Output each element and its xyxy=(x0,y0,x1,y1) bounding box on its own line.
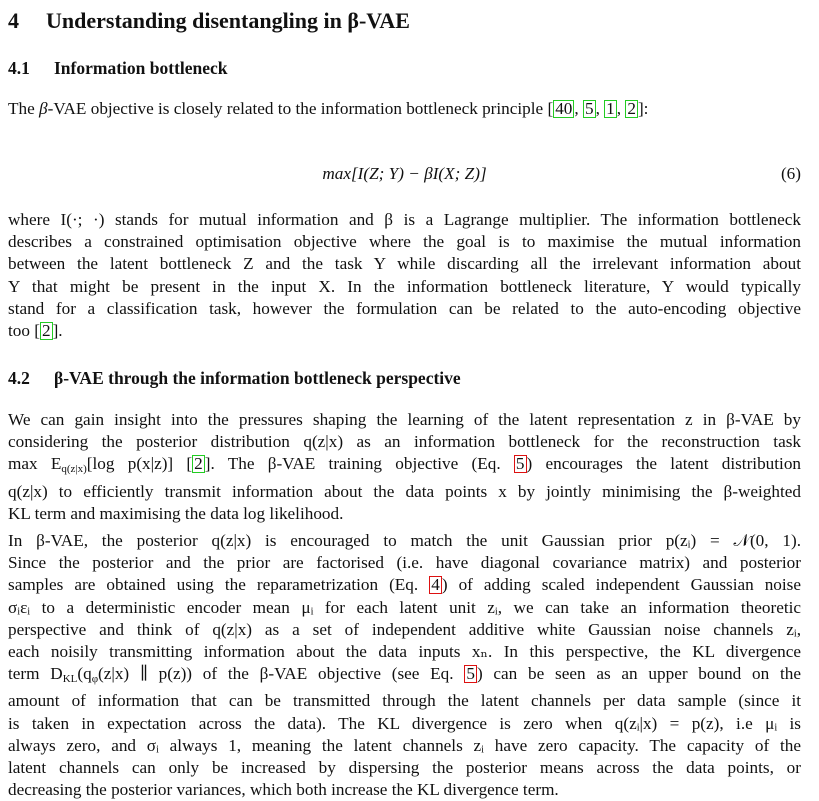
text-run: too [ xyxy=(8,321,40,341)
citation-link[interactable]: 5 xyxy=(584,99,594,118)
text-line: Since the posterior and the prior are factorised (i.e. have diagonal covariance matrix) and posterior xyxy=(8,553,801,573)
text-line xyxy=(8,320,801,342)
text-run: (z|x) ∥ p(z)) of the β-VAE objective (see Eq. xyxy=(98,664,465,684)
text-run: (q xyxy=(77,664,92,684)
paragraph-beta-vae xyxy=(8,409,801,525)
citation-link[interactable]: 2 xyxy=(194,454,203,474)
text-line xyxy=(8,453,801,480)
paragraph-capacity xyxy=(8,530,801,801)
text-run: samples are obtained using the reparametrization (Eq. xyxy=(8,575,430,595)
citation-link[interactable]: 1 xyxy=(606,99,615,118)
text-line: each noisily transmitting information about the data inputs xₙ. In this perspective, the KL divergence xyxy=(8,642,801,662)
section-heading xyxy=(8,8,410,34)
text-line: We can gain insight into the pressures shaping the learning of the latent representation z in β-VAE by xyxy=(8,410,801,429)
section-title: Understanding disentangling in β-VAE xyxy=(46,8,410,33)
text-run: ]. xyxy=(52,321,63,341)
text-run: term D xyxy=(8,664,63,684)
subsection-number: 4.1 xyxy=(8,58,30,78)
text-line: In β-VAE, the posterior q(z|x) is encouraged to match the unit Gaussian prior p(zᵢ) = 𝒩(0, 1). xyxy=(8,531,801,550)
text-line: between the latent bottleneck Z and the task Y while discarding all the irrelevant information about xyxy=(8,254,801,274)
subsection-heading-4-2 xyxy=(8,368,461,389)
text-run: ) encourages the latent distribution xyxy=(526,454,802,474)
subsection-title: β-VAE through the information bottleneck perspective xyxy=(54,368,461,388)
equation-6 xyxy=(8,164,801,190)
citation-link[interactable]: 2 xyxy=(41,321,51,341)
math-subscript: q(z|x) xyxy=(61,463,87,476)
paragraph-bottleneck xyxy=(8,209,801,342)
text-run: ) can be seen as an upper bound on the xyxy=(476,664,801,684)
text-line: decreasing the posterior variances, which both increase the KL divergence term. xyxy=(8,780,559,800)
text-line: KL term and maximising the data log likelihood. xyxy=(8,503,344,523)
text-run: , xyxy=(595,99,605,118)
text-line: perspective and think of q(z|x) as a set of independent additive white Gaussian noise channels zᵢ, xyxy=(8,619,801,639)
text-line xyxy=(8,98,801,120)
text-line: where I(·; ·) stands for mutual information and β is a Lagrange multiplier. The information bottleneck xyxy=(8,210,801,229)
math-subscript: KL xyxy=(62,673,78,686)
text-run: , xyxy=(574,99,583,118)
text-run: ) of adding scaled independent Gaussian noise xyxy=(441,575,801,595)
text-run: The xyxy=(8,99,40,118)
text-line: σᵢεᵢ to a deterministic encoder mean μᵢ for each latent unit zᵢ, we can take an information theoretic xyxy=(8,597,801,617)
text-line: is taken in expectation across the data). The KL divergence is zero when q(zᵢ|x) = p(z), i.e μᵢ is xyxy=(8,713,801,733)
text-run: ]. The β-VAE training objective (Eq. xyxy=(204,454,514,474)
paragraph-intro xyxy=(8,98,801,120)
citation-link[interactable]: 40 xyxy=(555,99,573,118)
math-beta: β xyxy=(39,99,48,118)
text-line: q(z|x) to efficiently transmit information about the data points x by jointly minimising the β-weighted xyxy=(8,481,801,501)
subsection-number: 4.2 xyxy=(8,368,30,388)
equation-reference-link[interactable]: 5 xyxy=(515,454,525,474)
text-line xyxy=(8,574,801,596)
text-run: [log p(x|z)] [ xyxy=(86,454,193,474)
subsection-title: Information bottleneck xyxy=(54,58,228,78)
text-run: max E xyxy=(8,454,62,474)
equation-body: max[I(Z; Y) − βI(X; Z)] xyxy=(322,164,487,183)
text-line: amount of information that can be transmitted through the latent channels per data sample (since it xyxy=(8,691,801,711)
text-line: describes a constrained optimisation objective where the goal is to maximise the mutual information xyxy=(8,232,801,252)
text-run: ]: xyxy=(637,99,649,118)
math-subscript: φ xyxy=(91,673,99,686)
text-line: stand for a classification task, however the formulation can be related to the auto-encoding objective xyxy=(8,298,801,318)
text-run: -VAE objective is closely related to the information bottleneck principle [ xyxy=(47,99,554,118)
subsection-heading-4-1 xyxy=(8,58,228,79)
text-line: always zero, and σᵢ always 1, meaning the latent channels zᵢ have zero capacity. The capacity of the xyxy=(8,735,801,755)
text-line xyxy=(8,663,801,690)
equation-reference-link[interactable]: 5 xyxy=(466,664,475,684)
text-line: latent channels can only be increased by dispersing the posterior means across the data points, or xyxy=(8,758,801,778)
section-number: 4 xyxy=(8,8,19,33)
text-line: considering the posterior distribution q(z|x) as an information bottleneck for the reconstruction task xyxy=(8,432,801,452)
text-run: , xyxy=(616,99,626,118)
equation-reference-link[interactable]: 4 xyxy=(431,575,440,595)
citation-link[interactable]: 2 xyxy=(627,99,636,118)
equation-number: (6) xyxy=(780,164,801,183)
text-line: Y that might be present in the input X. In the information bottleneck literature, Y would typically xyxy=(8,276,801,296)
